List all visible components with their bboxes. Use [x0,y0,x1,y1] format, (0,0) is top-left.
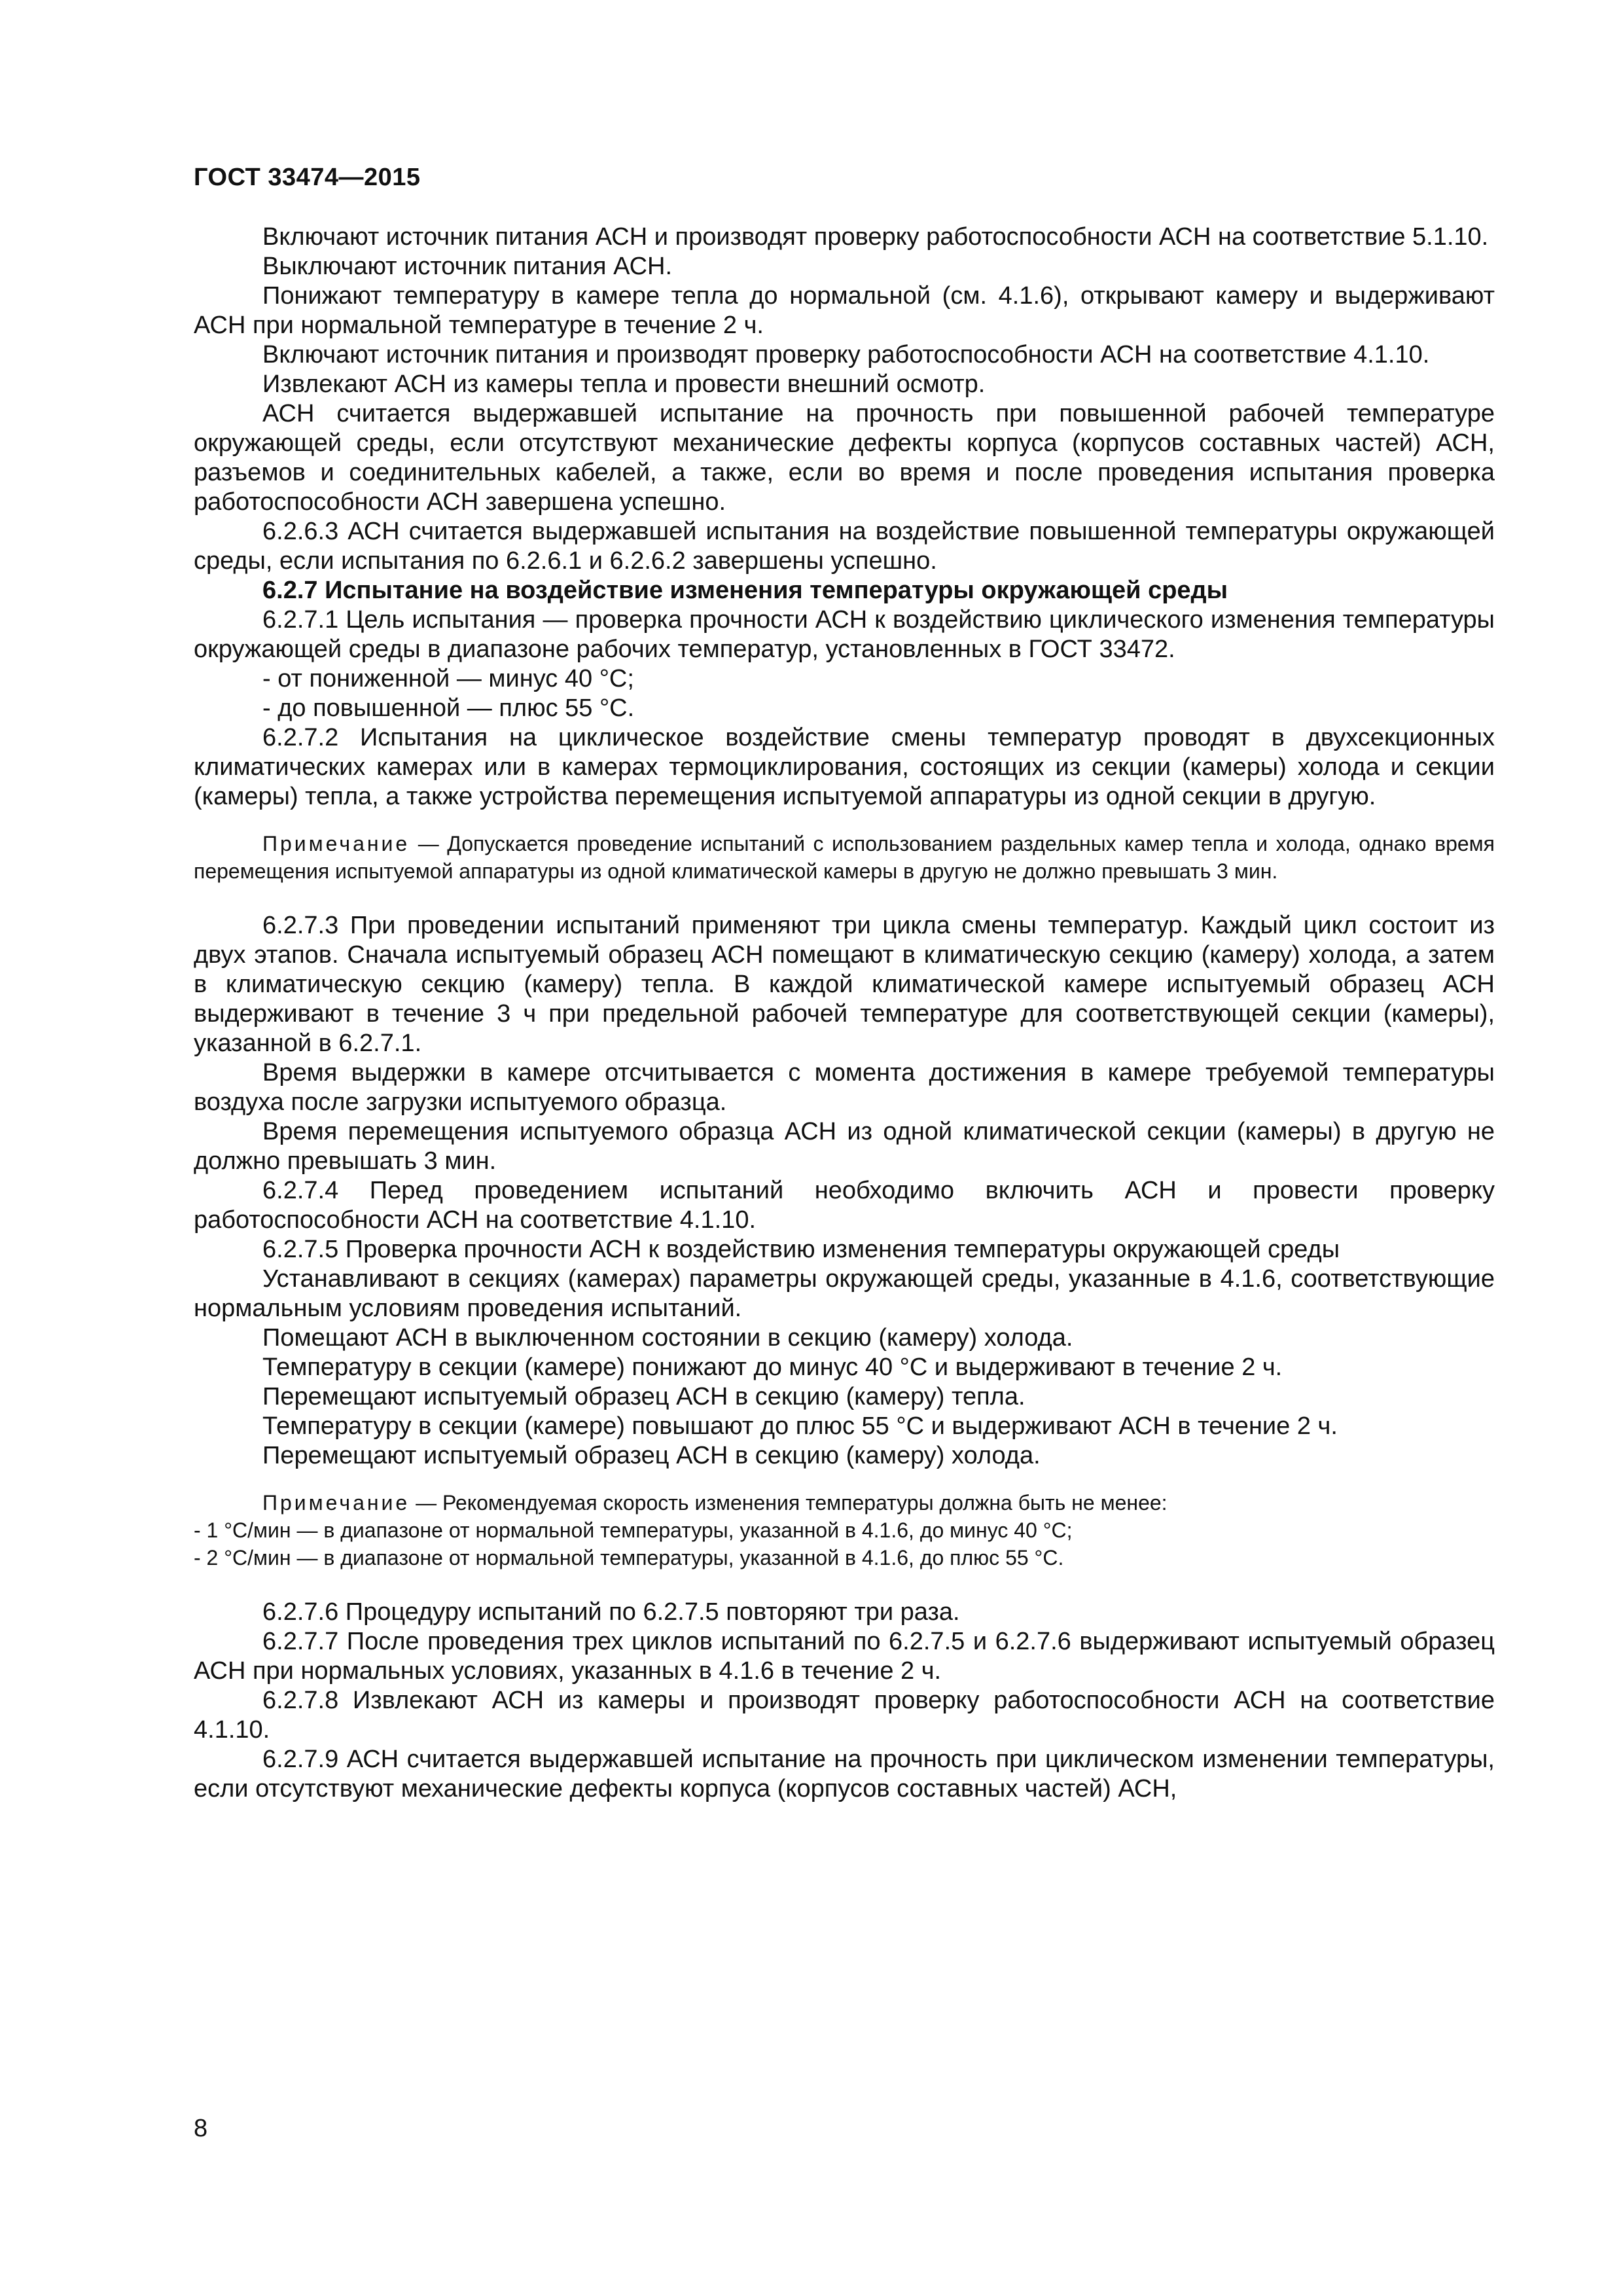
document-header: ГОСТ 33474—2015 [194,164,421,191]
note-text: — Допускается проведение испытаний с использованием раздельных камер тепла и холода, однако время перемещения испытуемой аппаратуры из одной климатической камеры в другую не должно превышать 3 мин. [194,832,1495,883]
page-number: 8 [194,2115,208,2142]
paragraph: 6.2.7.7 После проведения трех циклов испытаний по 6.2.7.5 и 6.2.7.6 выдерживают испытуемый образец АСН при нормальных условиях, указанных в 4.1.6 в течение 2 ч. [194,1628,1495,1685]
list-item: - от пониженной — минус 40 °С; [262,665,634,692]
paragraph: Включают источник питания АСН и производят проверку работоспособности АСН на соответствие 5.1.10. [262,223,1489,251]
paragraph: 6.2.7.1 Цель испытания — проверка прочности АСН к воздействию циклического изменения температуры окружающей среды в диапазоне рабочих температур, установленных в ГОСТ 33472. [194,606,1495,663]
paragraph: Понижают температуру в камере тепла до нормальной (см. 4.1.6), открывают камеру и выдерживают АСН при нормальной температуре в течение 2 ч. [194,282,1495,339]
paragraph: 6.2.6.3 АСН считается выдержавшей испытания на воздействие повышенной температуры окружающей среды, если испытания по 6.2.6.1 и 6.2.6.2 завершены успешно. [194,518,1495,575]
paragraph: 6.2.7.8 Извлекают АСН из камеры и производят проверку работоспособности АСН на соответствие 4.1.10. [194,1687,1495,1744]
note-text: — Рекомендуемая скорость изменения температуры должна быть не менее: [410,1491,1168,1515]
paragraph: Устанавливают в секциях (камерах) параметры окружающей среды, указанные в 4.1.6, соответствующие нормальным условиям проведения испытаний. [194,1265,1495,1322]
note-paragraph [194,830,1495,885]
paragraph: Время выдержки в камере отсчитывается с момента достижения в камере требуемой температуры воздуха после загрузки испытуемого образца. [194,1059,1495,1116]
paragraph: 6.2.7.3 При проведении испытаний применяют три цикла смены температур. Каждый цикл состоит из двух этапов. Сначала испытуемый образец АСН помещают в климатическую секцию (камеру) холода, а затем в климатическую секцию (камеру) тепла. В каждой климатической камере испытуемый образец АСН выдерживают в течение 3 ч при предельной рабочей температуре для соответствующей секции (камеры), указанной в 6.2.7.1. [194,912,1495,1057]
paragraph: АСН считается выдержавшей испытание на прочность при повышенной рабочей температуре окружающей среды, если отсутствуют механические дефекты корпуса (корпусов составных частей) АСН, разъемов и соединительных кабелей, а также, если во время и после проведения испытания проверка работоспособности АСН завершена успешно. [194,400,1495,516]
paragraph: Перемещают испытуемый образец АСН в секцию (камеру) тепла. [262,1383,1026,1410]
note-list-item: - 2 °С/мин — в диапазоне от нормальной температуры, указанной в 4.1.6, до плюс 55 °С. [194,1546,1064,1570]
note-list-item: - 1 °С/мин — в диапазоне от нормальной температуры, указанной в 4.1.6, до минус 40 °С; [194,1518,1073,1542]
paragraph: 6.2.7.9 АСН считается выдержавшей испытание на прочность при циклическом изменении температуры, если отсутствуют механические дефекты корпуса (корпусов составных частей) АСН, [194,1746,1495,1803]
paragraph: 6.2.7.5 Проверка прочности АСН к воздействию изменения температуры окружающей среды [262,1236,1340,1263]
paragraph: Извлекают АСН из камеры тепла и провести внешний осмотр. [262,370,986,398]
paragraph: 6.2.7.4 Перед проведением испытаний необходимо включить АСН и провести проверку работоспособности АСН на соответствие 4.1.10. [194,1177,1495,1234]
list-item: - до повышенной — плюс 55 °С. [262,694,635,722]
paragraph: Температуру в секции (камере) повышают до плюс 55 °С и выдерживают АСН в течение 2 ч. [262,1412,1338,1440]
note-label: Примечание [262,832,410,855]
note-block [194,1489,1495,1571]
section-heading-6-2-7: 6.2.7 Испытание на воздействие изменения температуры окружающей среды [262,577,1228,604]
paragraph: Температуру в секции (камере) понижают до минус 40 °С и выдерживают в течение 2 ч. [262,1354,1283,1381]
paragraph: Включают источник питания и производят проверку работоспособности АСН на соответствие 4.1.10. [262,341,1430,368]
paragraph: Время перемещения испытуемого образца АСН из одной климатической секции (камеры) в другую не должно превышать 3 мин. [194,1118,1495,1175]
paragraph: Помещают АСН в выключенном состоянии в секцию (камеру) холода. [262,1324,1073,1352]
paragraph: 6.2.7.6 Процедуру испытаний по 6.2.7.5 повторяют три раза. [262,1598,960,1626]
page-body [194,223,1495,1804]
note-paragraph [194,1489,1495,1516]
note-block [194,830,1495,885]
paragraph: 6.2.7.2 Испытания на циклическое воздействие смены температур проводят в двухсекционных климатических камерах или в камерах термоциклирования, состоящих из секции (камеры) холода и секции (камеры) тепла, а также устройства перемещения испытуемой аппаратуры из одной секции в другую. [194,724,1495,810]
paragraph: Перемещают испытуемый образец АСН в секцию (камеру) холода. [262,1442,1041,1469]
note-label: Примечание [262,1491,410,1515]
paragraph: Выключают источник питания АСН. [262,253,673,280]
